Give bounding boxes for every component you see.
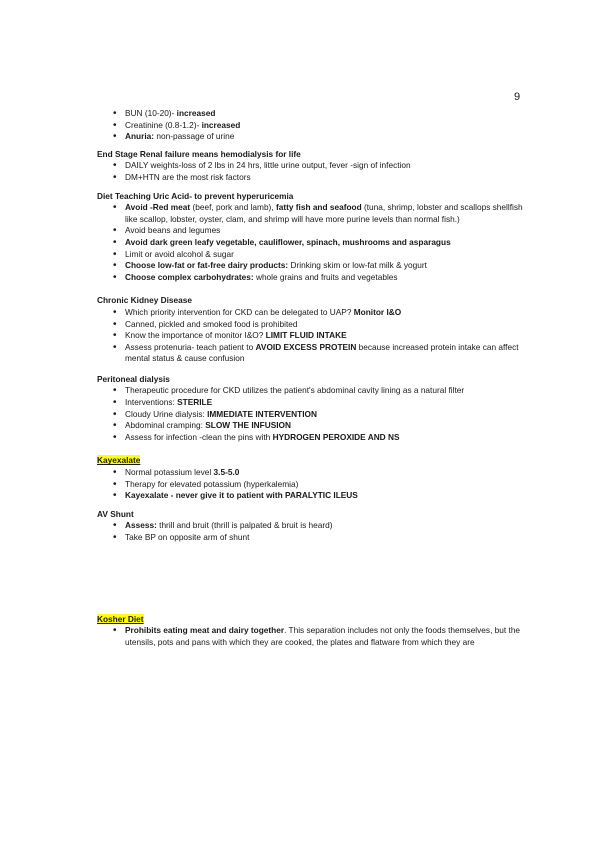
list-item: • Assess protenuria- teach patient to AVOID EXCESS PROTEIN because increased protein intake can affect mental status & cause confusion — [97, 342, 537, 365]
list-item: • Know the importance of monitor I&O? LIMIT FLUID INTAKE — [97, 330, 537, 342]
section-heading: Diet Teaching Uric Acid- to prevent hyperuricemia — [97, 190, 294, 201]
av-shunt-section — [97, 509, 537, 544]
list-item: • Creatinine (0.8-1.2)- increased — [97, 120, 537, 132]
list-item: • Prohibits eating meat and dairy together. This separation includes not only the foods themselves, but the utensils, pots and pans with which they are cooked, the plates and flatware from which they are — [97, 625, 537, 648]
bullet-list — [97, 202, 537, 283]
list-item: • Avoid beans and legumes — [97, 225, 537, 237]
list-item: • DAILY weights-loss of 2 lbs in 24 hrs, little urine output, fever -sign of infection — [97, 160, 537, 172]
renal-labs-section — [97, 108, 537, 143]
section-heading: Peritoneal dialysis — [97, 373, 170, 384]
bullet-list — [97, 108, 537, 143]
document-body — [97, 108, 537, 648]
list-item: • Choose low-fat or fat-free dairy products: Drinking skim or low-fat milk & yogurt — [97, 260, 537, 272]
list-item: • Normal potassium level 3.5-5.0 — [97, 467, 537, 479]
list-item: • Limit or avoid alcohol & sugar — [97, 249, 537, 261]
list-item: • Therapeutic procedure for CKD utilizes the patient's abdominal cavity lining as a natural filter — [97, 385, 537, 397]
list-item: • Interventions: STERILE — [97, 397, 537, 409]
esrd-section — [97, 149, 537, 184]
list-item: • Take BP on opposite arm of shunt — [97, 532, 537, 544]
list-item: • Therapy for elevated potassium (hyperkalemia) — [97, 479, 537, 491]
uric-acid-section — [97, 191, 537, 284]
section-heading: Kosher Diet — [97, 613, 144, 624]
bullet-list — [97, 467, 537, 502]
kayexalate-section — [97, 455, 537, 501]
ckd-section — [97, 295, 537, 365]
section-heading: Kayexalate — [97, 455, 141, 466]
list-item: • Avoid -Red meat (beef, pork and lamb), fatty fish and seafood (tuna, shrimp, lobster and scallops shellfish like scallop, lobster, oyster, clam, and shrimp will have more purine levels than normal fish.) — [97, 202, 537, 225]
section-heading: AV Shunt — [97, 508, 134, 519]
list-item: • Anuria: non-passage of urine — [97, 131, 537, 143]
section-heading: Chronic Kidney Disease — [97, 295, 192, 306]
bullet-list — [97, 160, 537, 183]
bullet-list — [97, 520, 537, 543]
bullet-list — [97, 385, 537, 443]
list-item: • Assess for infection -clean the pins with HYDROGEN PEROXIDE AND NS — [97, 432, 537, 444]
section-heading: End Stage Renal failure means hemodialysis for life — [97, 148, 301, 159]
list-item: • Cloudy Urine dialysis: IMMEDIATE INTERVENTION — [97, 409, 537, 421]
page-number: 9 — [514, 91, 521, 103]
list-item: • Which priority intervention for CKD can be delegated to UAP? Monitor I&O — [97, 307, 537, 319]
list-item: • Avoid dark green leafy vegetable, cauliflower, spinach, mushrooms and asparagus — [97, 237, 537, 249]
list-item: • Kayexalate - never give it to patient with PARALYTIC ILEUS — [97, 490, 537, 502]
list-item: • Canned, pickled and smoked food is prohibited — [97, 319, 537, 331]
kosher-diet-section — [97, 614, 537, 649]
bullet-list — [97, 625, 537, 648]
list-item: • Choose complex carbohydrates: whole grains and fruits and vegetables — [97, 272, 537, 284]
list-item: • Assess: thrill and bruit (thrill is palpated & bruit is heard) — [97, 520, 537, 532]
list-item: • DM+HTN are the most risk factors — [97, 172, 537, 184]
bullet-list — [97, 307, 537, 365]
list-item: • Abdominal cramping: SLOW THE INFUSION — [97, 420, 537, 432]
peritoneal-dialysis-section — [97, 374, 537, 444]
list-item: • BUN (10-20)- increased — [97, 108, 537, 120]
